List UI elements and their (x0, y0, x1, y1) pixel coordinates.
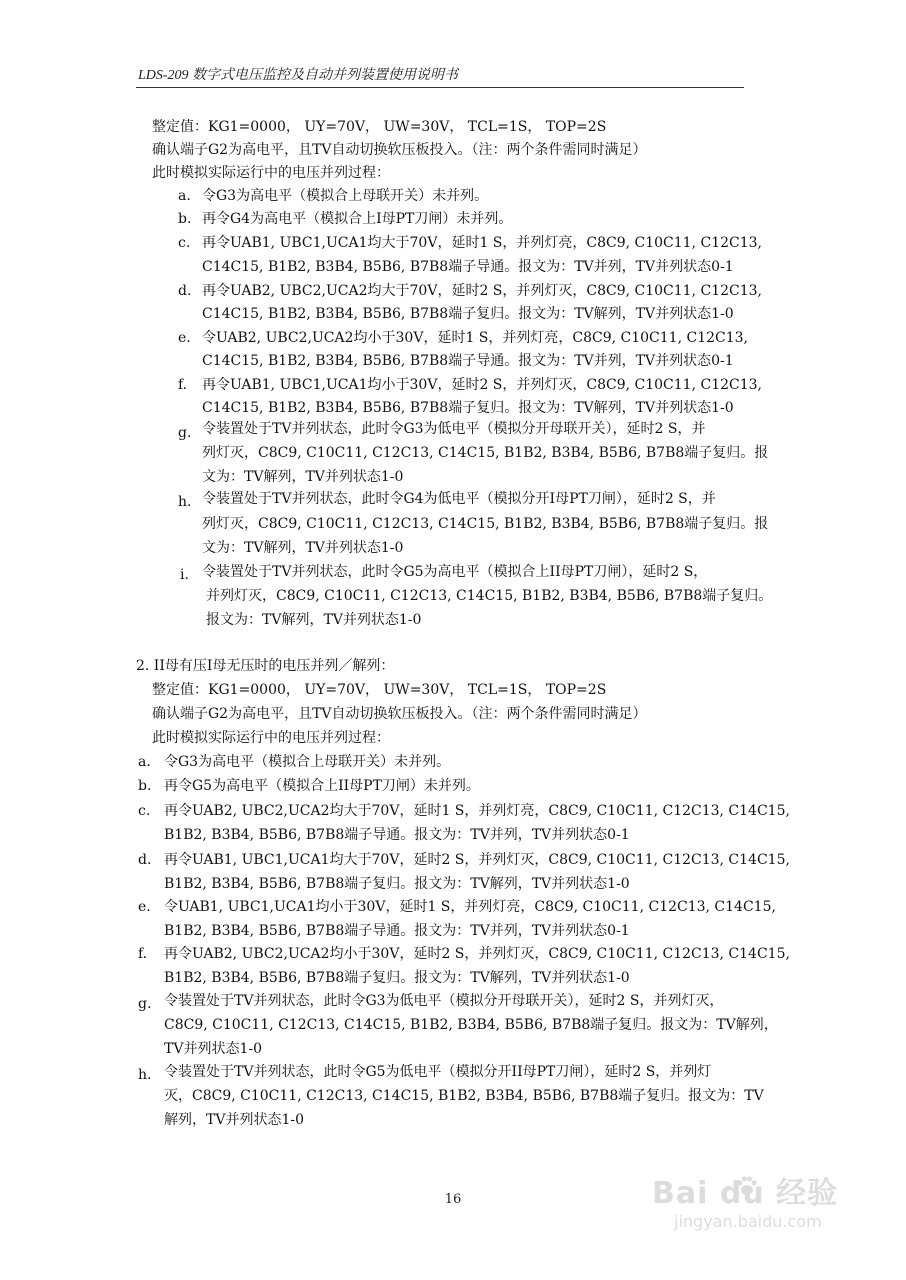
process-intro-line: 此时模拟实际运行中的电压并列过程： (152, 165, 390, 181)
condition-line: 确认端子G2为高电平，且TV自动切换软压板投入。（注：两个条件需同时满足） (152, 706, 647, 722)
list-item-text: 令UAB1, UBC1,UCA1均小于30V，延时1 S，并列灯亮，C8C9, C10C11, C12C13, C14C15, (164, 899, 776, 915)
list-item-text: 并列灯灭，C8C9, C10C11, C12C13, C14C15, B1B2, B3B4, B5B6, B7B8端子复归。 (206, 588, 773, 604)
list-item-text: 再令G4为高电平（模拟合上I母PT刀闸）未并列。 (202, 211, 513, 227)
list-item-text: 再令UAB2, UBC2,UCA2均大于70V，延时2 S，并列灯灭，C8C9, C10C11, C12C13, (202, 283, 762, 299)
list-item-text: C14C15, B1B2, B3B4, B5B6, B7B8端子导通。报文为：TV并列，TV并列状态0-1 (202, 259, 734, 275)
list-item-marker: f. (178, 377, 188, 393)
list-item-text: 令G3为高电平（模拟合上母联开关）未并列。 (202, 188, 489, 204)
list-item-text: 令装置处于TV并列状态，此时令G5为高电平（模拟合上II母PT刀闸），延时2 S， (202, 564, 708, 580)
list-item-text: 列灯灭，C8C9, C10C11, C12C13, C14C15, B1B2, B3B4, B5B6, B7B8端子复归。报 (202, 516, 769, 532)
list-item-marker: c. (178, 235, 191, 251)
list-item-text: 再令UAB2, UBC2,UCA2均大于70V，延时1 S，并列灯亮，C8C9, C10C11, C12C13, C14C15, (164, 803, 790, 819)
list-item-text: 再令UAB1, UBC1,UCA1均大于70V，延时2 S，并列灯灭，C8C9, C10C11, C12C13, C14C15, (164, 852, 790, 868)
page-number: 16 (444, 1192, 462, 1207)
list-item-text: 报文为：TV解列，TV并列状态1-0 (206, 612, 422, 628)
list-item-text: 再令UAB1, UBC1,UCA1均小于30V，延时2 S，并列灯灭，C8C9, C10C11, C12C13, (202, 377, 762, 393)
list-item-marker: b. (178, 211, 192, 227)
list-item-marker: g. (178, 425, 192, 441)
settings-line: 整定值：KG1=0000， UY=70V， UW=30V， TCL=1S， TOP=2S (152, 119, 607, 135)
list-item-marker: e. (138, 899, 151, 915)
list-item-text: 令装置处于TV并列状态，此时令G5为低电平（模拟分开II母PT刀闸），延时2 S，并列灯 (164, 1064, 712, 1080)
list-item-text: C14C15, B1B2, B3B4, B5B6, B7B8端子复归。报文为：TV解列，TV并列状态1-0 (202, 306, 734, 322)
list-item-text: B1B2, B3B4, B5B6, B7B8端子导通。报文为：TV并列，TV并列状态0-1 (164, 923, 630, 939)
watermark-logo-text: Bai du 经验 (652, 1176, 839, 1211)
list-item-text: B1B2, B3B4, B5B6, B7B8端子复归。报文为：TV解列，TV并列状态1-0 (164, 970, 630, 986)
list-item-marker: e. (178, 330, 191, 346)
list-item-text: 令装置处于TV并列状态，此时令G3为低电平（模拟分开母联开关），延时2 S，并列灯灭， (164, 993, 724, 1009)
list-item-marker: h. (138, 1067, 152, 1083)
list-item-text: 文为：TV解列，TV并列状态1-0 (202, 469, 404, 485)
list-item-text: 再令G5为高电平（模拟合上II母PT刀闸）未并列。 (164, 778, 480, 794)
list-item-text: B1B2, B3B4, B5B6, B7B8端子导通。报文为：TV并列，TV并列状态0-1 (164, 827, 630, 843)
condition-line: 确认端子G2为高电平，且TV自动切换软压板投入。（注：两个条件需同时满足） (152, 142, 647, 158)
list-item-text: C14C15, B1B2, B3B4, B5B6, B7B8端子复归。报文为：TV解列，TV并列状态1-0 (202, 400, 734, 416)
list-item-text: B1B2, B3B4, B5B6, B7B8端子复归。报文为：TV解列，TV并列状态1-0 (164, 876, 630, 892)
list-item-marker: g. (138, 996, 152, 1012)
list-item-text: 解列，TV并列状态1-0 (164, 1112, 304, 1128)
list-item-marker: d. (138, 852, 152, 868)
page-header-title: LDS-209 数字式电压监控及自动并列装置使用说明书 (138, 68, 459, 83)
list-item-marker: i. (180, 567, 189, 583)
list-item-text: 令UAB2, UBC2,UCA2均小于30V，延时1 S，并列灯亮，C8C9, C10C11, C12C13, (202, 330, 748, 346)
settings-line: 整定值：KG1=0000， UY=70V， UW=30V， TCL=1S， TOP=2S (152, 682, 607, 698)
list-item-text: TV并列状态1-0 (164, 1041, 262, 1057)
list-item-marker: b. (138, 778, 152, 794)
list-item-text: 令装置处于TV并列状态，此时令G4为低电平（模拟分开I母PT刀闸），延时2 S，并 (202, 491, 716, 507)
section-heading: 2. II母有压I母无压时的电压并列／解列： (136, 658, 395, 674)
list-item-marker: d. (178, 283, 192, 299)
list-item-marker: a. (178, 188, 191, 204)
list-item-marker: h. (178, 494, 192, 510)
list-item-text: C8C9, C10C11, C12C13, C14C15, B1B2, B3B4, B5B6, B7B8端子复归。报文为：TV解列， (164, 1017, 778, 1033)
list-item-text: 文为：TV解列，TV并列状态1-0 (202, 540, 404, 556)
list-item-text: 令G3为高电平（模拟合上母联开关）未并列。 (164, 754, 451, 770)
list-item-text: 列灯灭，C8C9, C10C11, C12C13, C14C15, B1B2, B3B4, B5B6, B7B8端子复归。报 (202, 445, 769, 461)
list-item-marker: f. (138, 946, 148, 962)
list-item-text: 令装置处于TV并列状态，此时令G3为低电平（模拟分开母联开关），延时2 S，并 (202, 421, 706, 437)
header-divider (136, 87, 744, 88)
process-intro-line: 此时模拟实际运行中的电压并列过程： (152, 730, 390, 746)
list-item-marker: a. (138, 754, 151, 770)
list-item-marker: c. (138, 803, 151, 819)
list-item-text: C14C15, B1B2, B3B4, B5B6, B7B8端子导通。报文为：TV并列，TV并列状态0-1 (202, 353, 734, 369)
baidu-jingyan-watermark (652, 1168, 872, 1248)
list-item-text: 再令UAB1, UBC1,UCA1均大于70V，延时1 S，并列灯亮，C8C9, C10C11, C12C13, (202, 235, 762, 251)
list-item-text: 灭，C8C9, C10C11, C12C13, C14C15, B1B2, B3B4, B5B6, B7B8端子复归。报文为：TV (164, 1088, 764, 1104)
list-item-text: 再令UAB2, UBC2,UCA2均小于30V，延时2 S，并列灯灭，C8C9, C10C11, C12C13, C14C15, (164, 946, 790, 962)
watermark-url: jingyan.baidu.com (674, 1212, 822, 1231)
